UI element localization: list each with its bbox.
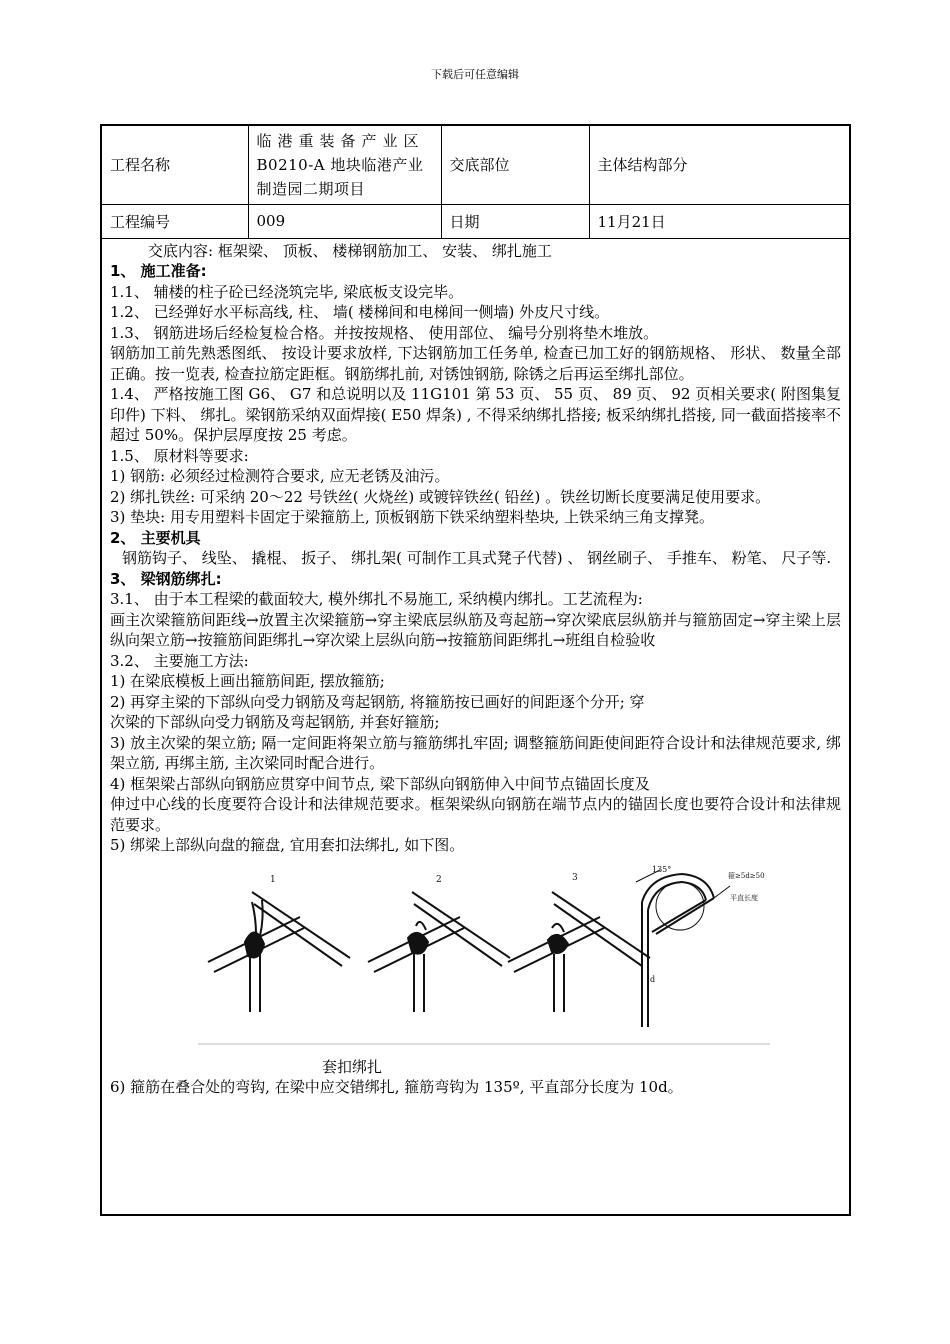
paragraph: 3.2、 主要施工方法: — [110, 651, 249, 670]
figure-label: 平直长度 — [730, 893, 758, 902]
binding-illustration — [190, 862, 770, 1057]
project-name-line: 制造园二期项目 — [256, 179, 366, 198]
binding-step-1 — [208, 875, 350, 1012]
figure-label: 箍≥5d≥50 — [728, 871, 765, 880]
stirrup-hook-detail — [636, 865, 765, 1027]
paragraph: 2) 绑扎铁丝: 可采纳 20～22 号铁丝( 火烧丝) 或镀锌铁丝( 铅丝) 。铁丝切断长度要满足使用要求。 — [110, 487, 771, 506]
paragraph: 3) 放主次梁的架立筋; 隔一定间距将架立筋与箍筋绑扎牢固; 调整箍筋间距使间距符合设计和法律规范要求, 绑架立筋, 再绑主筋, 主次梁同时配合进行。 — [110, 733, 841, 772]
paragraph: 1.3、 钢筋进场后经检复检合格。并按按规格、 使用部位、 编号分别将垫木堆放。 — [110, 323, 659, 342]
binding-figure — [110, 862, 841, 1057]
paragraph: 1.1、 辅楼的柱子砼已经浇筑完毕, 梁底板支设完毕。 — [110, 282, 464, 301]
figure-label: 3 — [572, 872, 578, 883]
paragraph: 1) 在梁底模板上画出箍筋间距, 摆放箍筋; — [110, 672, 385, 690]
paragraph: 3.1、 由于本工程梁的截面较大, 模外绑扎不易施工, 采纳模内绑扎。工艺流程为: — [110, 590, 643, 608]
paragraph: 3) 垫块: 用专用塑料卡固定于梁箍筋上, 顶板钢筋下铁采纳塑料垫块, 上铁采纳三角支撑凳。 — [110, 508, 715, 526]
project-name-line: B0210-A 地块临港产业 — [256, 155, 424, 174]
paragraph: 画主次梁箍筋间距线→放置主次梁箍筋→穿主梁底层纵筋及弯起筋→穿次梁底层纵筋并与箍筋固定→穿主梁上层纵向架立筋→按箍筋间距绑扎→穿次梁上层纵向筋→按箍筋间距绑扎→班组自检验收 — [110, 610, 841, 649]
figure-caption: 套扣绑扎 — [322, 1057, 383, 1076]
paragraph: 1) 钢筋: 必须经过检测符合要求, 应无老锈及油污。 — [110, 467, 450, 485]
paragraph: 5) 绑梁上部纵向盘的箍盘, 宜用套扣法绑扎, 如下图。 — [110, 836, 465, 854]
disclosure-content — [102, 239, 849, 1098]
project-name-value — [248, 126, 441, 204]
project-name-line: 临港重装备产业区 — [256, 131, 425, 150]
project-number-value: 009 — [248, 204, 441, 238]
figure-label: d — [650, 974, 656, 984]
section-title: 1、 施工准备: — [110, 262, 207, 280]
section-title: 3、 梁钢筋绑扎: — [110, 569, 222, 588]
disclosure-part-value: 主体结构部分 — [589, 126, 849, 204]
figure-label: 2 — [436, 874, 442, 885]
paragraph: 钢筋钩子、 线坠、 撬棍、 扳子、 绑扎架( 可制作工具式凳子代替) 、 钢丝刷子、 手推车、 粉笔、 尺子等. — [122, 549, 832, 567]
paragraph: 2) 再穿主梁的下部纵向受力钢筋及弯起钢筋, 将箍筋按已画好的间距逐个分开; 穿 — [110, 692, 645, 711]
figure-label: 1 — [270, 874, 276, 885]
paragraph: 1.2、 已经弹好水平标高线, 柱、 墙( 楼梯间和电梯间一侧墙) 外皮尺寸线。 — [110, 303, 610, 321]
paragraph: 钢筋加工前先熟悉图纸、 按设计要求放样, 下达钢筋加工任务单, 检查已加工好的钢筋规格、 形状、 数量全部正确。按一览表, 检查拉筋定距框。钢筋绑扎前, 对锈蚀钢筋, 除锈之后再运至绑扎部位。 — [110, 344, 841, 383]
page-header-note: 下载后可任意编辑 — [431, 68, 519, 81]
disclosure-sheet — [100, 124, 851, 1216]
paragraph: 次梁的下部纵向受力钢筋及弯起钢筋, 并套好箍筋; — [110, 713, 440, 731]
project-info-table — [102, 126, 849, 239]
date-value: 11月21日 — [589, 204, 849, 238]
paragraph: 1.5、 原材料等要求: — [110, 446, 249, 465]
content-intro: 交底内容: 框架梁、 顶板、 楼梯钢筋加工、 安装、 绑扎施工 — [148, 241, 552, 260]
date-label: 日期 — [441, 204, 589, 238]
figure-label: 135° — [652, 864, 672, 874]
paragraph: 伸过中心线的长度要符合设计和法律规范要求。框架梁纵向钢筋在端节点内的锚固长度也要符合设计和法律规范要求。 — [110, 795, 841, 834]
binding-step-3 — [508, 873, 650, 1012]
paragraph: 1.4、 严格按施工图 G6、 G7 和总说明以及 11G101 第 53 页、 55 页、 89 页、 92 页相关要求( 附图集复印件) 下料、 绑扎。梁钢筋采纳双面焊接( E50 焊条) , 不得采纳绑扎搭接; 板采纳绑扎搭接, 同一截面搭接率不超过 50%。保护层厚度按 25 考虑。 — [110, 385, 841, 444]
paragraph: 4) 框架梁占部纵向钢筋应贯穿中间节点, 梁下部纵向钢筋伸入中间节点锚固长度及 — [110, 774, 650, 793]
paragraph: 6) 箍筋在叠合处的弯钩, 在梁中应交错绑扎, 箍筋弯钩为 135º, 平直部分长度为 10d。 — [110, 1078, 683, 1096]
section-title: 2、 主要机具 — [110, 528, 201, 547]
disclosure-part-label: 交底部位 — [441, 126, 589, 204]
binding-step-2 — [368, 875, 510, 1012]
project-name-label: 工程名称 — [102, 126, 248, 204]
project-number-label: 工程编号 — [102, 204, 248, 238]
